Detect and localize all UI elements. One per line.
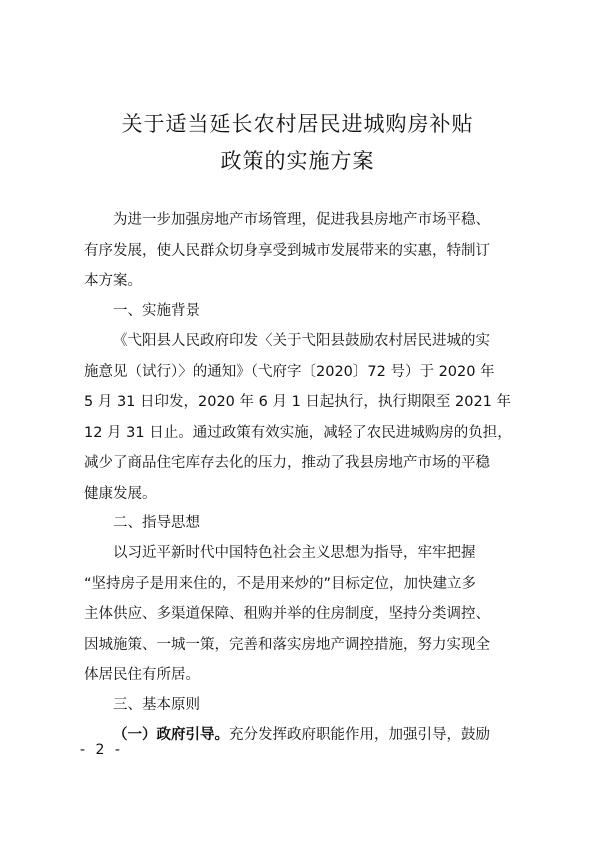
section-1-line: 《弋阳县人民政府印发〈关于弋阳县鼓励农村居民进城的实: [113, 333, 490, 349]
section-1-line: 健康发展。: [84, 485, 157, 502]
document-title-line-2: 政策的实施方案: [220, 149, 375, 173]
page-number: - 2 -: [80, 742, 123, 758]
section-1-paragraph: [84, 326, 524, 509]
section-2-line: “坚持房子是用来住的，不是用来炒的”目标定位，加快建立多: [84, 575, 477, 592]
intro-line: 有序发展，使人民群众切身享受到城市发展带来的实惠，特制订: [84, 242, 490, 259]
section-3-item-1-line: [84, 720, 524, 751]
intro-line: 为进一步加强房地产市场管理，促进我县房地产市场平稳、: [113, 212, 490, 228]
section-2-line: 因城施策、一城一策，完善和落实房地产调控措施，努力实现全: [84, 636, 490, 653]
document-title-line-1: 关于适当延长农村居民进城购房补贴: [121, 112, 474, 136]
section-2-paragraph: [84, 538, 524, 691]
section-2-line: 主体供应、多渠道保障、租购并举的住房制度，坚持分类调控、: [84, 606, 490, 622]
section-2-line: 以习近平新时代中国特色社会主义思想为指导，牢牢把握: [113, 545, 476, 561]
section-1-heading: 一、实施背景: [113, 303, 200, 319]
section-3-heading: 三、基本原则: [113, 697, 200, 713]
intro-line: 本方案。: [84, 273, 142, 289]
section-3-item-1: [84, 720, 524, 751]
item-1-label: （一）政府引导。: [113, 727, 229, 743]
section-1-line: 12 月 31 日止。通过政策有效实施，减轻了农民进城购房的负担，: [84, 424, 512, 441]
intro-paragraph: [84, 205, 524, 297]
section-2-line: 体居民住有所居。: [84, 667, 200, 683]
section-1-line: 施意见（试行）〉的通知》（弋府字〔2020〕72 号）于 2020 年: [84, 363, 495, 380]
section-1-line: 减少了商品住宅库存去化的压力，推动了我县房地产市场的平稳: [84, 455, 490, 471]
section-1-line: 5 月 31 日印发，2020 年 6 月 1 日起执行，执行期限至 2021 年: [84, 394, 512, 410]
section-2-heading: 二、指导思想: [113, 515, 200, 531]
item-1-text: 充分发挥政府职能作用，加强引导，鼓励: [229, 727, 490, 743]
